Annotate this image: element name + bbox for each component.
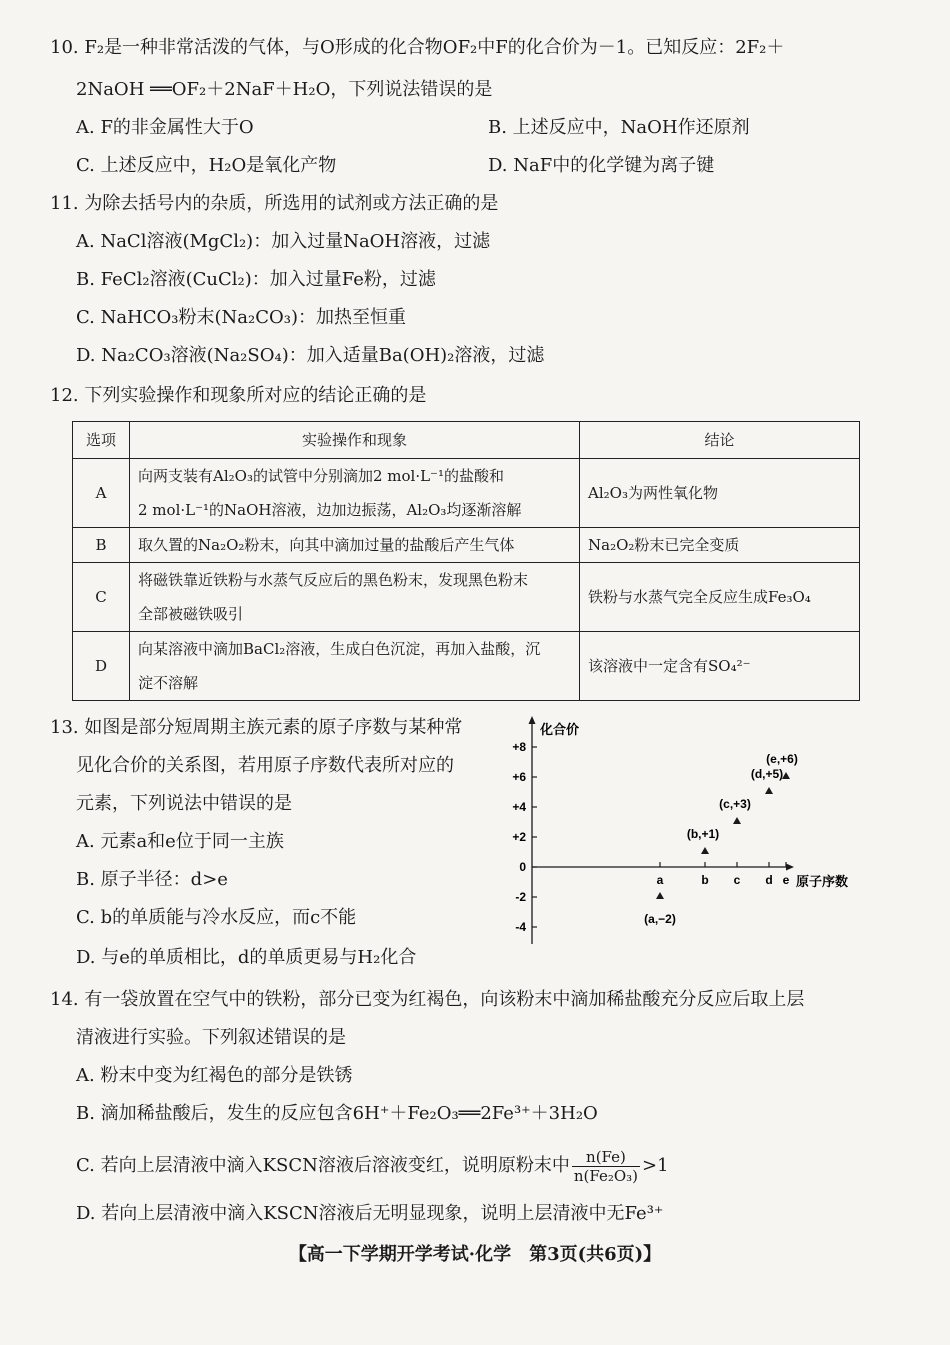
q10-option-d: D. NaF中的化学键为离子键 <box>488 155 715 176</box>
row-conclusion: Al₂O₃为两性氧化物 <box>580 459 860 528</box>
x-tick-label: b <box>701 873 709 887</box>
data-point <box>701 847 709 854</box>
q11-option-d: D. Na₂CO₃溶液(Na₂SO₄)：加入适量Ba(OH)₂溶液，过滤 <box>76 345 545 366</box>
x-axis-label: 原子序数 <box>796 874 849 889</box>
data-label: (d,+5) <box>750 767 784 781</box>
row-conclusion: 该溶液中一定含有SO₄²⁻ <box>580 632 860 701</box>
y-tick-label: -2 <box>515 890 526 904</box>
row-option: B <box>73 528 130 563</box>
q13-stem-line2: 见化合价的关系图，若用原子序数代表所对应的 <box>76 755 454 776</box>
q13-stem-line3: 元素，下列说法中错误的是 <box>76 793 292 814</box>
q11-option-a: A. NaCl溶液(MgCl₂)：加入过量NaOH溶液，过滤 <box>76 231 491 252</box>
table-header-row <box>73 422 860 459</box>
row-option: D <box>73 632 130 701</box>
q14-option-c-text: C. 若向上层清液中滴入KSCN溶液后溶液变红，说明原粉末中 <box>76 1155 570 1176</box>
q10-option-b: B. 上述反应中，NaOH作还原剂 <box>488 117 750 138</box>
y-axis-label: 化合价 <box>540 722 580 737</box>
q10-stem-line2: 2NaOH ══OF₂＋2NaF＋H₂O，下列说法错误的是 <box>76 79 493 100</box>
row-operation-line: 全部被磁铁吸引 <box>138 605 244 623</box>
row-operation <box>130 563 580 632</box>
q11-option-c: C. NaHCO₃粉末(Na₂CO₃)：加热至恒重 <box>76 307 406 328</box>
q11-stem: 11. 为除去括号内的杂质，所选用的试剂或方法正确的是 <box>50 193 499 214</box>
q12-table <box>72 421 860 701</box>
row-conclusion: Na₂O₂粉末已完全变质 <box>580 528 860 563</box>
data-label: (a,−2) <box>644 912 676 926</box>
y-tick-label: +8 <box>512 740 526 754</box>
row-conclusion: 铁粉与水蒸气完全反应生成Fe₃O₄ <box>580 563 860 632</box>
x-tick-label: e <box>782 873 790 887</box>
mole-ratio-fraction <box>572 1148 640 1185</box>
data-point <box>656 892 664 899</box>
data-label: (c,+3) <box>719 797 751 811</box>
q13-option-b: B. 原子半径：d>e <box>76 869 228 890</box>
header-operation: 实验操作和现象 <box>130 422 580 459</box>
data-label: (e,+6) <box>766 752 798 766</box>
header-conclusion: 结论 <box>580 422 860 459</box>
q13-stem-line1: 13. 如图是部分短周期主族元素的原子序数与某种常 <box>50 717 463 738</box>
header-option: 选项 <box>73 422 130 459</box>
row-option: A <box>73 459 130 528</box>
row-operation-line: 将磁铁靠近铁粉与水蒸气反应后的黑色粉末，发现黑色粉末 <box>138 571 529 589</box>
q14-option-c-tail: >1 <box>642 1155 669 1176</box>
table-row <box>73 528 860 563</box>
y-tick-label: +4 <box>512 800 526 814</box>
q10-stem-line1: 10. F₂是一种非常活泼的气体，与O形成的化合物OF₂中F的化合价为－1。已知反应：2F₂＋ <box>50 37 785 58</box>
row-operation-line: 淀不溶解 <box>138 674 199 692</box>
x-tick-label: d <box>765 873 773 887</box>
q14-option-d: D. 若向上层清液中滴入KSCN溶液后无明显现象，说明上层清液中无Fe³⁺ <box>76 1203 664 1224</box>
data-point <box>733 817 741 824</box>
q10-option-a: A. F的非金属性大于O <box>76 117 254 138</box>
q14-option-a: A. 粉末中变为红褐色的部分是铁锈 <box>76 1065 353 1086</box>
table-row <box>73 563 860 632</box>
q14-stem-line1: 14. 有一袋放置在空气中的铁粉，部分已变为红褐色，向该粉末中滴加稀盐酸充分反应后取上层 <box>50 989 805 1010</box>
q13-option-c: C. b的单质能与冷水反应，而c不能 <box>76 907 357 928</box>
data-point <box>782 772 790 779</box>
row-operation <box>130 528 580 563</box>
row-operation-line: 2 mol·L⁻¹的NaOH溶液，边加边振荡，Al₂O₃均逐渐溶解 <box>138 501 522 519</box>
data-label: (b,+1) <box>686 827 720 841</box>
y-tick-label: +2 <box>512 830 526 844</box>
x-axis-arrow <box>786 864 794 871</box>
q14-stem-line2: 清液进行实验。下列叙述错误的是 <box>76 1027 346 1048</box>
data-point <box>765 787 773 794</box>
q12-stem: 12. 下列实验操作和现象所对应的结论正确的是 <box>50 385 427 406</box>
table-row <box>73 459 860 528</box>
page-footer: 【高一下学期开学考试·化学 第3页(共6页)】 <box>288 1244 662 1265</box>
row-operation-line: 向某溶液中滴加BaCl₂溶液，生成白色沉淀，再加入盐酸，沉 <box>138 640 541 658</box>
row-operation <box>130 632 580 701</box>
row-option: C <box>73 563 130 632</box>
fraction-denominator: n(Fe₂O₃) <box>573 1166 639 1185</box>
table-row <box>73 632 860 701</box>
row-operation-line: 向两支装有Al₂O₃的试管中分别滴加2 mol·L⁻¹的盐酸和 <box>138 467 504 485</box>
row-operation <box>130 459 580 528</box>
y-tick-label: 0 <box>519 860 526 874</box>
q14-option-b: B. 滴加稀盐酸后，发生的反应包含6H⁺＋Fe₂O₃══2Fe³⁺＋3H₂O <box>76 1103 598 1124</box>
y-tick-label: -4 <box>515 920 526 934</box>
fraction-numerator: n(Fe) <box>572 1148 640 1167</box>
x-tick-label: c <box>733 873 741 887</box>
q13-option-a: A. 元素a和e位于同一主族 <box>76 831 284 852</box>
q11-option-b: B. FeCl₂溶液(CuCl₂)：加入过量Fe粉，过滤 <box>76 269 436 290</box>
y-tick-label: +6 <box>512 770 526 784</box>
valence-chart <box>500 712 870 952</box>
y-axis-arrow <box>529 716 536 724</box>
q14-option-c <box>76 1146 669 1186</box>
row-operation-line: 取久置的Na₂O₂粉末，向其中滴加过量的盐酸后产生气体 <box>138 536 515 554</box>
q10-option-c: C. 上述反应中，H₂O是氧化产物 <box>76 155 337 176</box>
q13-option-d: D. 与e的单质相比，d的单质更易与H₂化合 <box>76 947 417 968</box>
x-tick-label: a <box>656 873 664 887</box>
